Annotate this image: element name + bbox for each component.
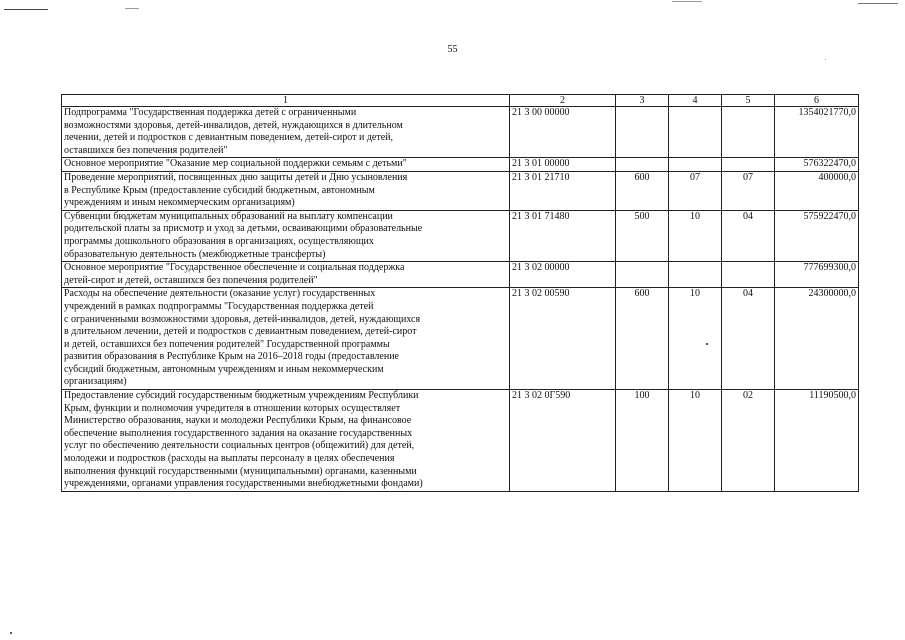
scan-line-top-right xyxy=(672,1,702,2)
scan-speck xyxy=(10,632,12,634)
item-name-line: учреждений в рамках подпрограммы "Государственная поддержка детей xyxy=(64,300,374,312)
section: 10 xyxy=(669,210,722,261)
budget-code: 21 3 01 21710 xyxy=(510,171,616,210)
item-name-line: Основное мероприятие "Оказание мер социальной поддержки семьям с детьми" xyxy=(64,158,407,170)
amount: 777699300,0 xyxy=(775,262,859,288)
page-number: 55 xyxy=(447,44,458,55)
item-name xyxy=(62,158,510,172)
table-row xyxy=(62,158,859,172)
table-row xyxy=(62,288,859,390)
section xyxy=(669,107,722,158)
item-name-line: в Республике Крым (предоставление субсидий бюджетным, автономным xyxy=(64,184,375,196)
header-col-2: 2 xyxy=(510,95,616,107)
budget-table xyxy=(61,94,859,492)
header-col-5: 5 xyxy=(722,95,775,107)
scan-line-top-left xyxy=(4,9,48,10)
header-col-6: 6 xyxy=(775,95,859,107)
item-name-line: Расходы на обеспечение деятельности (оказание услуг) государственных xyxy=(64,288,376,300)
amount: 24300000,0 xyxy=(775,288,859,390)
subsection: 04 xyxy=(722,288,775,390)
amount: 575922470,0 xyxy=(775,210,859,261)
item-name-line: с ограниченными возможностями здоровья, детей-инвалидов, детей, нуждающихся xyxy=(64,313,421,325)
expense-type xyxy=(616,262,669,288)
header-col-1: 1 xyxy=(62,95,510,107)
table-row xyxy=(62,171,859,210)
item-name xyxy=(62,107,510,158)
amount: 11190500,0 xyxy=(775,390,859,492)
table-row xyxy=(62,210,859,261)
item-name-line: Субвенции бюджетам муниципальных образований на выплату компенсации xyxy=(64,210,393,222)
item-name-line: выполнения функций государственными (муниципальными) органами, казенными xyxy=(64,465,417,477)
item-name xyxy=(62,390,510,492)
section xyxy=(669,262,722,288)
amount: 576322470,0 xyxy=(775,158,859,172)
budget-code: 21 3 01 71480 xyxy=(510,210,616,261)
item-name-line: лечении, детей и подростков с девиантным поведением, детей-сирот и детей, xyxy=(64,132,394,144)
item-name-line: возможностями здоровья, детей-инвалидов, детей, нуждающихся в длительном xyxy=(64,119,403,131)
header-col-3: 3 xyxy=(616,95,669,107)
subsection xyxy=(722,158,775,172)
budget-code: 21 3 02 00590 xyxy=(510,288,616,390)
item-name-line: учреждениями, органами управления государственными внебюджетными фондами) xyxy=(64,478,423,490)
scan-speck xyxy=(825,59,826,60)
section: 07 xyxy=(669,171,722,210)
subsection xyxy=(722,107,775,158)
expense-type: 500 xyxy=(616,210,669,261)
item-name-line: родительской платы за присмотр и уход за детьми, осваивающими образовательные xyxy=(64,223,423,235)
expense-type xyxy=(616,158,669,172)
expense-type: 100 xyxy=(616,390,669,492)
budget-code: 21 3 00 00000 xyxy=(510,107,616,158)
item-name-line: учреждениям и иным некоммерческим организациям) xyxy=(64,197,295,209)
item-name-line: детей-сирот и детей, оставшихся без попечения родителей" xyxy=(64,274,318,286)
item-name xyxy=(62,262,510,288)
item-name-line: обеспечение выполнения государственного задания на оказание государственных xyxy=(64,427,413,439)
subsection xyxy=(722,262,775,288)
item-name-line: Министерство образования, науки и молодежи Республики Крым, на финансовое xyxy=(64,415,412,427)
table-row xyxy=(62,107,859,158)
scan-line-top-right-2 xyxy=(858,3,898,4)
item-name xyxy=(62,288,510,390)
item-name-line: развития образования в Республике Крым на 2016–2018 годы (предоставление xyxy=(64,351,399,363)
subsection: 02 xyxy=(722,390,775,492)
item-name-line: Подпрограмма "Государственная поддержка детей с ограниченными xyxy=(64,107,357,118)
subsection: 04 xyxy=(722,210,775,261)
subsection: 07 xyxy=(722,171,775,210)
item-name-line: оставшихся без попечения родителей" xyxy=(64,144,228,156)
header-col-4: 4 xyxy=(669,95,722,107)
item-name-line: и детей, оставшихся без попечения родителей" Государственной программы xyxy=(64,338,390,350)
item-name-line: Основное мероприятие "Государственное обеспечение и социальная поддержка xyxy=(64,262,405,274)
item-name xyxy=(62,171,510,210)
amount: 1354021770,0 xyxy=(775,107,859,158)
section xyxy=(669,158,722,172)
item-name-line: программы дошкольного образования в организациях, осуществляющих xyxy=(64,235,374,247)
section: 10 xyxy=(669,288,722,390)
scan-speck xyxy=(706,343,708,345)
budget-code: 21 3 01 00000 xyxy=(510,158,616,172)
expense-type xyxy=(616,107,669,158)
item-name-line: услуг по обеспечению деятельности социальных центров (общежитий) для детей, xyxy=(64,440,415,452)
table-row xyxy=(62,262,859,288)
item-name-line: молодежи и подростков (расходы на выплаты персоналу в целях обеспечения xyxy=(64,453,395,465)
item-name-line: в длительном лечении, детей и подростков с девиантным поведением, детей-сирот xyxy=(64,326,417,338)
item-name-line: субсидий бюджетным, автономным учреждениям и иным некоммерческим xyxy=(64,363,384,375)
item-name xyxy=(62,210,510,261)
expense-type: 600 xyxy=(616,288,669,390)
table-row xyxy=(62,390,859,492)
item-name-line: образовательную деятельность (межбюджетные трансферты) xyxy=(64,248,326,260)
item-name-line: Крым, функции и полномочия учредителя в отношении которых осуществляет xyxy=(64,402,401,414)
expense-type: 600 xyxy=(616,171,669,210)
item-name-line: Проведение мероприятий, посвященных дню защиты детей и Дню усыновления xyxy=(64,171,408,183)
budget-code: 21 3 02 0Г590 xyxy=(510,390,616,492)
header-row xyxy=(62,95,859,107)
amount: 400000,0 xyxy=(775,171,859,210)
scan-line-top-mid xyxy=(125,8,139,9)
budget-code: 21 3 02 00000 xyxy=(510,262,616,288)
item-name-line: Предоставление субсидий государственным бюджетным учреждениям Республики xyxy=(64,390,419,402)
item-name-line: организациям) xyxy=(64,376,127,388)
section: 10 xyxy=(669,390,722,492)
